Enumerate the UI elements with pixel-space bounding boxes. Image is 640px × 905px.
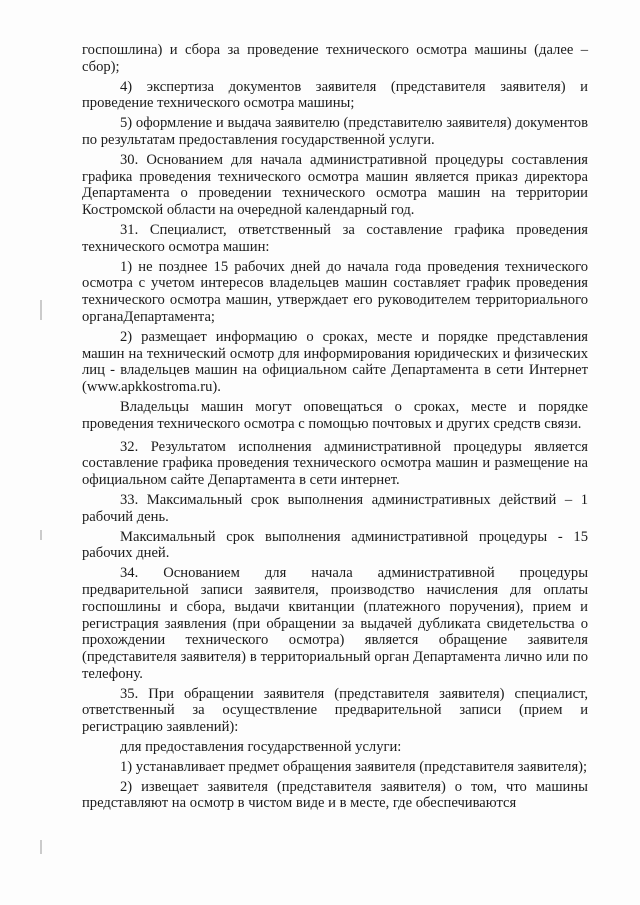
paragraph-30: 30. Основанием для начала административной процедуры составления графика проведения технического осмотра машин является приказ директора Департамента о проведении технического осмотра машин на территории Костромской области на очередной календарный год. xyxy=(82,151,588,219)
paragraph-31-item-1: 1) не позднее 15 рабочих дней до начала года проведения технического осмотра с учетом интересов владельцев машин составляет график проведения технического осмотра машин, утверждает его руководителем территориального органаДепартамента; xyxy=(82,258,588,325)
scan-mark-left-3 xyxy=(40,840,42,854)
paragraph-32: 32. Результатом исполнения административной процедуры является составление графика проведения технического осмотра машин и размещение на официальном сайте Департамента в сети интернет. xyxy=(82,438,588,489)
paragraph-max-term: Максимальный срок выполнения административной процедуры - 15 рабочих дней. xyxy=(82,528,588,562)
paragraph-item-4: 4) экспертиза документов заявителя (представителя заявителя) и проведение технического осмотра машины; xyxy=(82,78,588,112)
paragraph-continuation: госпошлина) и сбора за проведение технического осмотра машины (далее – сбор); xyxy=(82,42,588,75)
paragraph-31: 31. Специалист, ответственный за составление графика проведения технического осмотра машин: xyxy=(82,221,588,255)
paragraph-35-item-1: 1) устанавливает предмет обращения заявителя (представителя заявителя); xyxy=(120,758,588,775)
paragraph-item-5: 5) оформление и выдача заявителю (представителю заявителя) документов по результатам предоставления государственной услуги. xyxy=(82,115,588,148)
paragraph-for-service: для предоставления государственной услуги: xyxy=(120,739,402,756)
scan-mark-left-1 xyxy=(40,300,42,320)
paragraph-31-item-2: 2) размещает информацию о сроках, месте и порядке представления машин на технический осмотр для информирования юридических и физических лиц - владельцев машин на официальном сайте Департамента в сети Интернет (www.apkkostroma.ru). xyxy=(82,328,588,396)
scan-mark-left-2 xyxy=(40,530,42,540)
document-body xyxy=(82,42,588,815)
paragraph-35-item-2: 2) извещает заявителя (представителя заявителя) о том, что машины представляют на осмотр в чистом виде и в месте, где обеспечиваются xyxy=(82,778,588,812)
paragraph-35: 35. При обращении заявителя (представителя заявителя) специалист, ответственный за осуществление предварительной записи (прием и регистрацию заявлений): xyxy=(82,685,588,736)
paragraph-34: 34. Основанием для начала административной процедуры предварительной записи заявителя, производство начисления для оплаты госпошлины и сбора, выдачи квитанции (платежного поручения), прием и регистрация заявления (при обращении за выдачей дубликата свидетельства о прохождении технического осмотра) является обращение заявителя (представителя заявителя) в территориальный орган Департамента лично или по телефону. xyxy=(82,565,588,682)
paragraph-33: 33. Максимальный срок выполнения административных действий – 1 рабочий день. xyxy=(82,491,588,525)
paragraph-owners-notice: Владельцы машин могут оповещаться о сроках, месте и порядке проведения технического осмотра с помощью почтовых и других средств связи. xyxy=(82,398,588,432)
